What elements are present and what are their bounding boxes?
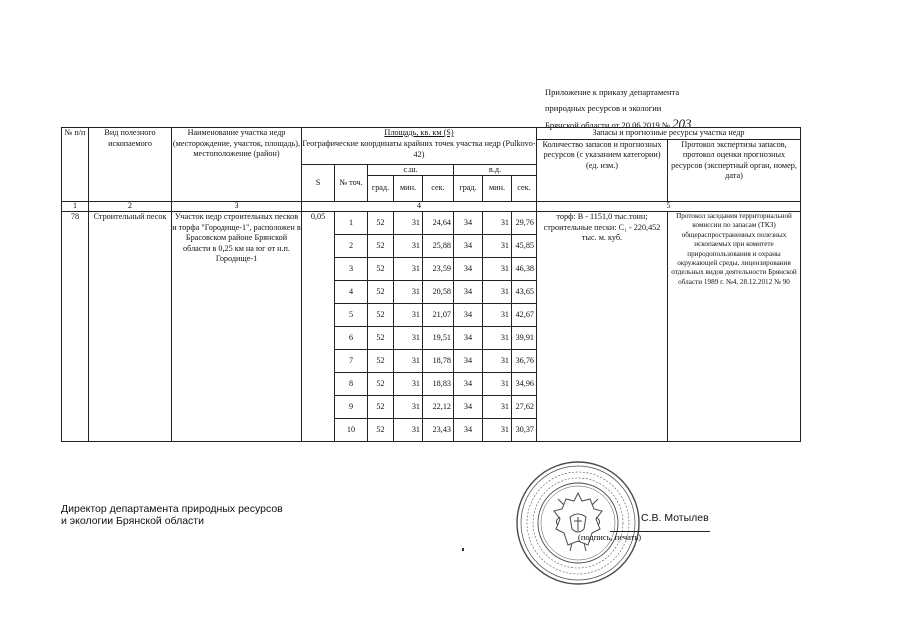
header-area-title: Площадь, кв. км (S) (384, 128, 454, 137)
lon-sec: 43,65 (512, 281, 537, 304)
signer-position (61, 503, 283, 527)
lat-min: 31 (394, 396, 423, 419)
lon-deg: 34 (454, 304, 483, 327)
lat-min: 31 (394, 373, 423, 396)
lon-deg: 34 (454, 235, 483, 258)
lat-deg: 52 (368, 304, 394, 327)
header-point-no: № точ. (335, 164, 368, 202)
point-no: 4 (335, 281, 368, 304)
lat-sec: 25,88 (423, 235, 454, 258)
lat-min: 31 (394, 327, 423, 350)
lat-min: 31 (394, 212, 423, 235)
lon-deg: 34 (454, 212, 483, 235)
header-area (302, 128, 537, 140)
header-protocol: Протокол экспертизы запасов, протокол оценки прогнозных ресурсов (экспертный орган, номер, дата) (668, 139, 801, 202)
header-lat-min: мин. (394, 176, 423, 202)
lon-min: 31 (483, 212, 512, 235)
signature-caption: (подпись, печать) (578, 532, 642, 542)
lat-min: 31 (394, 281, 423, 304)
ink-dot (462, 548, 464, 551)
lon-min: 31 (483, 373, 512, 396)
lon-sec: 29,76 (512, 212, 537, 235)
header-lon-min: мин. (483, 176, 512, 202)
lon-deg: 34 (454, 327, 483, 350)
lon-sec: 34,96 (512, 373, 537, 396)
signer-name: С.В. Мотылев (641, 512, 709, 524)
lat-deg: 52 (368, 396, 394, 419)
lat-deg: 52 (368, 212, 394, 235)
order-number: 203 (672, 116, 692, 131)
lat-min: 31 (394, 419, 423, 442)
lon-sec: 45,85 (512, 235, 537, 258)
lon-min: 31 (483, 304, 512, 327)
point-no: 6 (335, 327, 368, 350)
appendix-line-1: Приложение к приказу департамента (545, 87, 680, 97)
lat-deg: 52 (368, 373, 394, 396)
record-site-name: Участок недр строительных песков и торфа "Городище-1", расположен в Брасовском районе Брянской области в 0,25 км на юг от н.п. Городище-1 (172, 212, 302, 442)
index-3: 3 (172, 202, 302, 212)
point-no: 1 (335, 212, 368, 235)
lon-min: 31 (483, 281, 512, 304)
lon-sec: 46,38 (512, 258, 537, 281)
lat-sec: 22,12 (423, 396, 454, 419)
header-lat-deg: град. (368, 176, 394, 202)
lat-deg: 52 (368, 281, 394, 304)
lat-sec: 18,83 (423, 373, 454, 396)
header-num: № п/п (62, 128, 89, 202)
lat-deg: 52 (368, 258, 394, 281)
lon-min: 31 (483, 258, 512, 281)
record-quantity: торф: B - 1151,0 тыс.тонн; строительные пески: C₁ - 220,452 тыс. м. куб. (537, 212, 668, 442)
lat-deg: 52 (368, 235, 394, 258)
lon-sec: 36,76 (512, 350, 537, 373)
lon-deg: 34 (454, 396, 483, 419)
header-longitude: в.д. (454, 164, 537, 176)
point-no: 2 (335, 235, 368, 258)
index-5: 5 (537, 202, 801, 212)
header-quantity: Количество запасов и прогнозных ресурсов (с указанием категории) (ед. изм.) (537, 139, 668, 202)
point-no: 10 (335, 419, 368, 442)
index-2: 2 (89, 202, 172, 212)
header-reserves: Запасы и прогнозные ресурсы участка недр (537, 128, 801, 140)
lon-min: 31 (483, 419, 512, 442)
record-num: 78 (62, 212, 89, 442)
header-site-name: Наименование участка недр (месторождение, участок, площадь), местоположение (район) (172, 128, 302, 202)
header-mineral-type: Вид полезного ископаемого (89, 128, 172, 202)
lat-deg: 52 (368, 350, 394, 373)
lon-sec: 42,67 (512, 304, 537, 327)
header-lon-deg: град. (454, 176, 483, 202)
appendix-line-2: природных ресурсов и экологии (545, 103, 662, 113)
appendix-date: Брянской области от 20.06.2019 № (545, 120, 670, 130)
lon-deg: 34 (454, 350, 483, 373)
lat-sec: 18,78 (423, 350, 454, 373)
lat-sec: 21,07 (423, 304, 454, 327)
point-no: 7 (335, 350, 368, 373)
lon-deg: 34 (454, 373, 483, 396)
record-area: 0,05 (302, 212, 335, 442)
record-mineral-type: Строительный песок (89, 212, 172, 442)
point-no: 5 (335, 304, 368, 327)
lon-sec: 39,91 (512, 327, 537, 350)
lon-deg: 34 (454, 281, 483, 304)
point-no: 3 (335, 258, 368, 281)
index-row (62, 202, 801, 212)
header-s: S (302, 164, 335, 202)
point-no: 9 (335, 396, 368, 419)
lon-deg: 34 (454, 258, 483, 281)
lat-sec: 19,51 (423, 327, 454, 350)
lon-min: 31 (483, 235, 512, 258)
lon-deg: 34 (454, 419, 483, 442)
lon-min: 31 (483, 327, 512, 350)
lat-deg: 52 (368, 327, 394, 350)
signer-position-line-1: Директор департамента природных ресурсов (61, 503, 283, 515)
lon-min: 31 (483, 350, 512, 373)
lat-min: 31 (394, 350, 423, 373)
lat-sec: 23,59 (423, 258, 454, 281)
lat-min: 31 (394, 304, 423, 327)
index-1: 1 (62, 202, 89, 212)
official-seal (514, 459, 642, 587)
header-coordinates: Географические координаты крайних точек участка недр (Pulkovo-42) (302, 139, 537, 164)
lat-sec: 20,58 (423, 281, 454, 304)
signer-position-line-2: и экологии Брянской области (61, 515, 204, 527)
lat-sec: 24,64 (423, 212, 454, 235)
lon-min: 31 (483, 396, 512, 419)
point-no: 8 (335, 373, 368, 396)
lat-sec: 23,43 (423, 419, 454, 442)
index-4: 4 (302, 202, 537, 212)
lon-sec: 27,62 (512, 396, 537, 419)
lat-deg: 52 (368, 419, 394, 442)
appendix-header (545, 84, 775, 133)
lat-min: 31 (394, 235, 423, 258)
lon-sec: 30,37 (512, 419, 537, 442)
header-lat-sec: сек. (423, 176, 454, 202)
table-row (62, 212, 801, 235)
header-lon-sec: сек. (512, 176, 537, 202)
lat-min: 31 (394, 258, 423, 281)
header-latitude: с.ш. (368, 164, 454, 176)
reserves-table (61, 127, 801, 442)
record-protocol: Протокол заседания территориальной комиссии по запасам (ТКЗ) общераспространенных полезных ископаемых при комитете природопользования и охраны окружающей среды, лицензирования отдельных видов деятельности Брянской области 1989 г. №4, 28.12.2012 № 90 (668, 212, 801, 442)
